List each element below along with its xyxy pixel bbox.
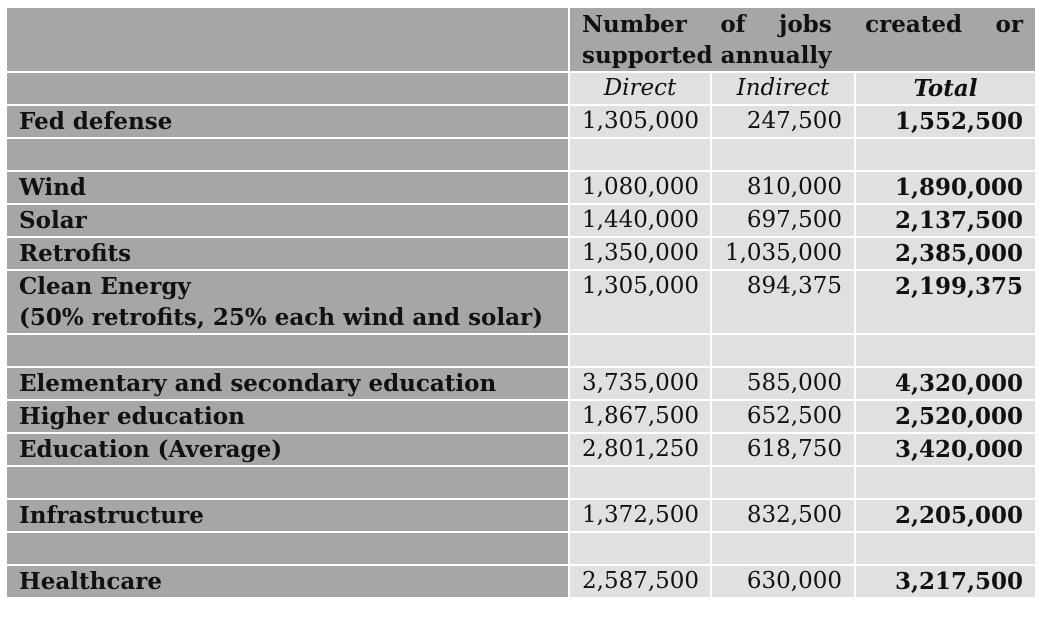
column-header-total: Total <box>855 72 1036 105</box>
total-value: 2,137,500 <box>855 204 1036 237</box>
row-label: Higher education <box>6 400 569 433</box>
direct-value: 2,587,500 <box>569 565 711 598</box>
spacer-row <box>6 138 1036 171</box>
total-value: 2,520,000 <box>855 400 1036 433</box>
direct-value: 1,080,000 <box>569 171 711 204</box>
row-label: Healthcare <box>6 565 569 598</box>
table-row <box>6 433 1036 466</box>
table-row <box>6 237 1036 270</box>
table-row <box>6 499 1036 532</box>
direct-value: 1,350,000 <box>569 237 711 270</box>
spacer-row <box>6 466 1036 499</box>
indirect-value: 810,000 <box>711 171 855 204</box>
indirect-value: 247,500 <box>711 105 855 138</box>
direct-value: 1,305,000 <box>569 105 711 138</box>
row-label: Education (Average) <box>6 433 569 466</box>
table-row <box>6 367 1036 400</box>
column-header-empty <box>6 72 569 105</box>
total-value: 1,890,000 <box>855 171 1036 204</box>
jobs-table <box>5 6 1037 599</box>
table-row <box>6 105 1036 138</box>
spacer-cell <box>855 334 1036 367</box>
spacer-cell <box>6 138 569 171</box>
spacer-cell <box>711 466 855 499</box>
table-row <box>6 270 1036 334</box>
table-row <box>6 400 1036 433</box>
jobs-table-container <box>5 6 1035 599</box>
total-value: 3,217,500 <box>855 565 1036 598</box>
indirect-value: 1,035,000 <box>711 237 855 270</box>
spacer-row <box>6 334 1036 367</box>
total-value: 2,205,000 <box>855 499 1036 532</box>
indirect-value: 630,000 <box>711 565 855 598</box>
spacer-cell <box>711 532 855 565</box>
indirect-value: 618,750 <box>711 433 855 466</box>
direct-value: 2,801,250 <box>569 433 711 466</box>
spacer-row <box>6 532 1036 565</box>
direct-value: 1,867,500 <box>569 400 711 433</box>
row-label-main: Clean Energy <box>19 273 191 300</box>
direct-value: 1,305,000 <box>569 270 711 334</box>
column-header-row <box>6 72 1036 105</box>
row-label: Fed defense <box>6 105 569 138</box>
spacer-cell <box>711 334 855 367</box>
total-value: 2,199,375 <box>855 270 1036 334</box>
direct-value: 1,372,500 <box>569 499 711 532</box>
spacer-cell <box>711 138 855 171</box>
total-value: 4,320,000 <box>855 367 1036 400</box>
header-empty-cell <box>6 7 569 72</box>
row-label: Retrofits <box>6 237 569 270</box>
spacer-cell <box>855 532 1036 565</box>
table-row <box>6 565 1036 598</box>
row-label: Infrastructure <box>6 499 569 532</box>
indirect-value: 652,500 <box>711 400 855 433</box>
total-value: 2,385,000 <box>855 237 1036 270</box>
row-label-note: (50% retrofits, 25% each wind and solar) <box>19 304 544 331</box>
spacer-cell <box>569 334 711 367</box>
direct-value: 3,735,000 <box>569 367 711 400</box>
indirect-value: 832,500 <box>711 499 855 532</box>
column-header-direct: Direct <box>569 72 711 105</box>
indirect-value: 585,000 <box>711 367 855 400</box>
row-label: Elementary and secondary education <box>6 367 569 400</box>
spacer-cell <box>569 466 711 499</box>
indirect-value: 697,500 <box>711 204 855 237</box>
header-title: Number of jobs created or supported annually <box>569 7 1036 72</box>
table-row <box>6 171 1036 204</box>
total-value: 1,552,500 <box>855 105 1036 138</box>
table-row <box>6 204 1036 237</box>
spacer-cell <box>855 138 1036 171</box>
spacer-cell <box>6 466 569 499</box>
spacer-cell <box>6 334 569 367</box>
column-header-indirect: Indirect <box>711 72 855 105</box>
spacer-cell <box>855 466 1036 499</box>
spacer-cell <box>569 138 711 171</box>
indirect-value: 894,375 <box>711 270 855 334</box>
direct-value: 1,440,000 <box>569 204 711 237</box>
total-value: 3,420,000 <box>855 433 1036 466</box>
row-label: Solar <box>6 204 569 237</box>
spacer-cell <box>569 532 711 565</box>
table-header-row <box>6 7 1036 72</box>
row-label: Wind <box>6 171 569 204</box>
row-label <box>6 270 569 334</box>
spacer-cell <box>6 532 569 565</box>
